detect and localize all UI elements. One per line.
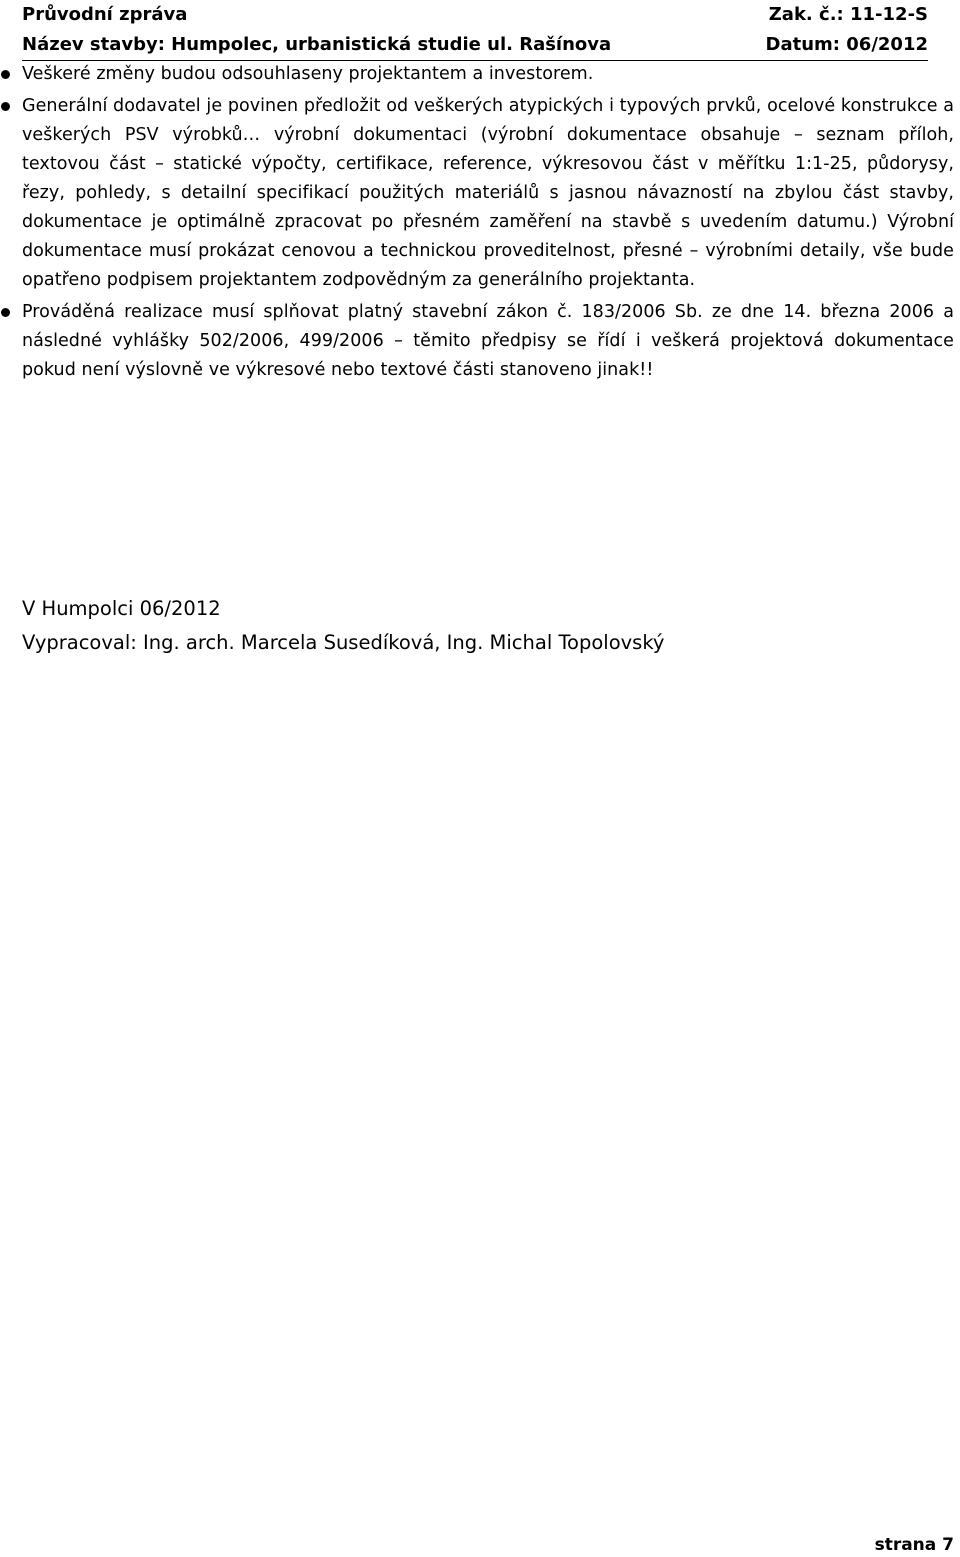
list-item xyxy=(22,298,954,385)
list-item xyxy=(22,92,954,295)
list-item-text: Veškeré změny budou odsouhlaseny projektantem a investorem. xyxy=(22,64,594,84)
job-number: Zak. č.: 11-12-S xyxy=(768,4,928,25)
header-row-bottom xyxy=(22,30,928,60)
document-title: Průvodní zpráva xyxy=(22,4,188,25)
content-body xyxy=(22,60,954,388)
list-item xyxy=(22,60,954,89)
document-date: Datum: 06/2012 xyxy=(765,34,928,55)
list-item-text: Prováděná realizace musí splňovat platný stavební zákon č. 183/2006 Sb. ze dne 14. března 2006 a následné vyhlášky 502/2006, 499/2006 – těmito předpisy se řídí i veškerá projektová dokumentace pokud není výslovně ve výkresové nebo textové části stanoveno jinak!! xyxy=(22,302,954,380)
page-header xyxy=(22,0,928,60)
header-row-top xyxy=(22,0,928,30)
author-line: Vypracoval: Ing. arch. Marcela Susedíková, Ing. Michal Topolovský xyxy=(22,631,665,654)
place-and-date: V Humpolci 06/2012 xyxy=(22,597,221,620)
page-number: strana 7 xyxy=(874,1535,954,1555)
bullet-icon xyxy=(1,102,10,111)
project-name: Název stavby: Humpolec, urbanistická studie ul. Rašínova xyxy=(22,34,612,55)
bullet-list xyxy=(22,60,954,385)
list-item-text: Generální dodavatel je povinen předložit od veškerých atypických i typových prvků, ocelové konstrukce a veškerých PSV výrobků… výrobní dokumentaci (výrobní dokumentace obsahuje – seznam příloh, textovou část – statické výpočty, certifikace, reference, výkresovou část v měřítku 1:1-25, půdorysy, řezy, pohledy, s detailní specifikací použitých materiálů s jasnou návazností na zbylou část stavby, dokumentace je optimálně zpracovat po přesném zaměření na stavbě s uvedením datumu.) Výrobní dokumentace musí prokázat cenovou a technickou proveditelnost, přesné – výrobními detaily, vše bude opatřeno podpisem projektantem zodpovědným za generálního projektanta. xyxy=(22,96,954,290)
bullet-icon xyxy=(1,70,10,79)
bullet-icon xyxy=(1,308,10,317)
